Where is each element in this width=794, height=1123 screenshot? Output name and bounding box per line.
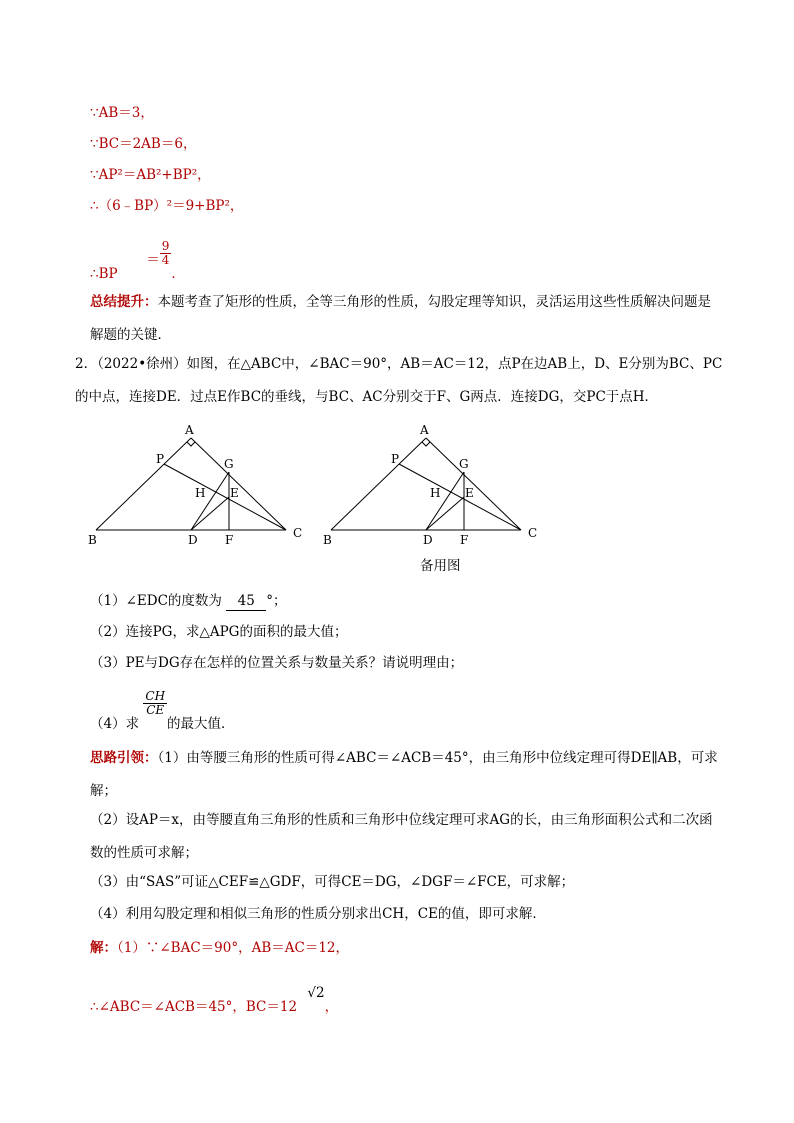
solution-line-3: ∵AP²＝AB²+BP²，: [90, 167, 211, 183]
bp-prefix: ∴BP: [90, 266, 118, 282]
solution-step-2: [90, 978, 338, 1022]
bp-equals: ＝: [146, 252, 160, 268]
question-4-fraction: [143, 690, 167, 717]
backup-label-D: D: [423, 533, 433, 547]
solution-step-2-text: ∴∠ABC＝∠ACB＝45°，BC＝12: [90, 999, 298, 1015]
question-4-prefix: （4）求: [90, 716, 140, 732]
summary-paragraph: [90, 286, 722, 352]
label-P: P: [156, 452, 165, 466]
hint-3: （3）由“SAS”可证△CEF≌△GDF，可得CE＝DG，∠DGF＝∠FCE，可求解；: [90, 874, 575, 890]
backup-label-F: F: [460, 533, 469, 547]
backup-caption: 备用图: [420, 558, 461, 574]
hint-4: （4）利用勾股定理和相似三角形的性质分别求出CH，CE的值，即可求解．: [90, 906, 546, 922]
label-E: E: [230, 486, 239, 500]
hint-1: [90, 742, 722, 808]
solution-step-1: [90, 939, 349, 957]
summary-label: 总结提升：: [90, 294, 158, 310]
backup-label-G: G: [459, 457, 469, 471]
question-4: [90, 690, 235, 741]
question-3: （3）PE与DG存在怎样的位置关系与数量关系？请说明理由；: [90, 655, 464, 671]
bp-denominator: 4: [161, 253, 170, 267]
bp-suffix: ．: [171, 266, 185, 282]
backup-label-A: A: [420, 423, 429, 437]
label-F: F: [225, 533, 234, 547]
question-1: [90, 592, 286, 611]
backup-label-P: P: [391, 452, 400, 466]
question-2: （2）连接PG，求△APG的面积的最大值；: [90, 624, 348, 640]
problem-statement: 2．（2022•徐州）如图，在△ABC中，∠BAC＝90°，AB＝AC＝12，点P在边AB上，D、E分别为BC、PC的中点，连接DE．过点E作BC的垂线，与BC、AC分别交于F、G两点．连接DG，交PC于点H．: [75, 356, 723, 405]
bp-fraction: [160, 240, 172, 267]
backup-label-H: H: [430, 486, 441, 500]
question-1-answer: 45: [226, 592, 266, 611]
question-1-suffix: °；: [266, 593, 287, 609]
hint-label: 思路引领：: [90, 750, 158, 766]
solution-step-2-suffix: ，: [324, 999, 339, 1015]
sqrt-two: √2: [307, 985, 325, 1001]
question-4-denominator: CE: [146, 703, 165, 717]
question-4-numerator: CH: [145, 689, 166, 703]
hint-1-text: （1）由等腰三角形的性质可得∠ABC＝∠ACB＝45°，由三角形中位线定理可得DE∥AB，可求解；: [90, 750, 718, 799]
figure-backup: [323, 420, 553, 550]
summary-text: 本题考查了矩形的性质，全等三角形的性质，勾股定理等知识，灵活运用这些性质解决问题是解题的关键．: [90, 294, 711, 343]
label-C: C: [293, 526, 303, 540]
backup-label-C: C: [528, 526, 538, 540]
bp-numerator: 9: [161, 239, 170, 253]
label-A: A: [185, 423, 194, 437]
solution-label: 解：: [90, 940, 117, 956]
solution-line-2: ∵BC＝2AB＝6，: [90, 136, 197, 152]
question-1-prefix: （1）∠EDC的度数为: [90, 593, 222, 609]
question-4-suffix: 的最大值．: [167, 716, 235, 732]
label-G: G: [224, 457, 234, 471]
backup-label-E: E: [465, 486, 474, 500]
backup-label-B: B: [323, 533, 332, 547]
solution-line-1: ∵AB＝3，: [90, 105, 154, 121]
solution-step-1-text: （1）∵∠BAC＝90°，AB＝AC＝12，: [117, 940, 350, 956]
bp-result: [90, 240, 185, 289]
label-B: B: [88, 533, 97, 547]
label-D: D: [188, 533, 198, 547]
solution-line-4: ∴（6﹣BP）²＝9+BP²，: [90, 198, 244, 214]
hint-2: （2）设AP＝x，由等腰直角三角形的性质和三角形中位线定理可求AG的长，由三角形面积公式和二次函数的性质可求解；: [90, 812, 713, 861]
label-H: H: [195, 486, 206, 500]
